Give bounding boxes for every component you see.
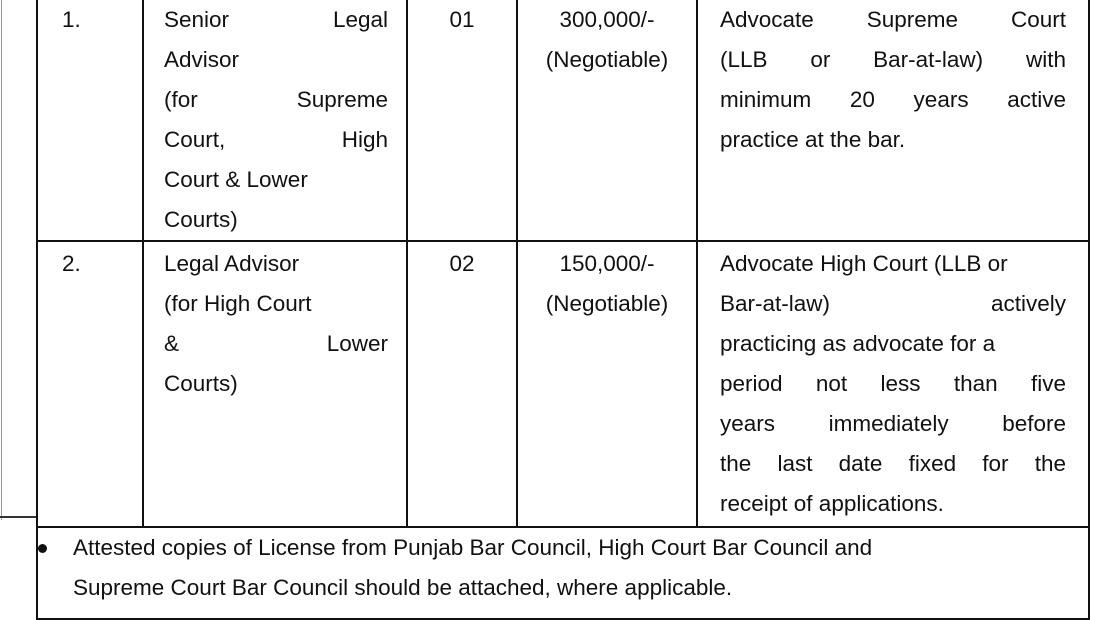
qualification-cell [697, 0, 1089, 241]
margin-line [1, 0, 2, 520]
bullet-icon [38, 544, 47, 553]
note-row [37, 527, 1089, 619]
qualification-line: years immediately before [720, 411, 1066, 436]
qualification-line: Advocate High Court (LLB or [720, 251, 1008, 276]
post-title-line: (for Supreme [164, 87, 388, 112]
post-title-line: Court, High [164, 127, 388, 152]
salary-note: (Negotiable) [545, 291, 669, 316]
positions-table [36, 0, 1090, 620]
qualification-line: practice at the bar. [720, 127, 906, 152]
post-title-line: Advisor [164, 47, 240, 72]
salary-amount: 300,000/- [559, 7, 655, 32]
qualification-line: minimum 20 years active [720, 87, 1066, 112]
post-title-line: Court & Lower [164, 167, 308, 192]
post-title-line: Legal Advisor [164, 251, 300, 276]
qualification-line: practicing as advocate for a [720, 331, 996, 356]
salary-cell [517, 241, 697, 527]
posts-count-cell [407, 0, 517, 241]
qualification-line: Bar-at-law) actively [720, 291, 1066, 316]
note-cell [37, 527, 1089, 619]
note-bullet-item [38, 528, 1088, 608]
post-title-line: Courts) [164, 207, 238, 232]
posts-count: 02 [449, 251, 475, 276]
serial-number: 1. [62, 7, 81, 32]
margin-tick [0, 516, 36, 518]
qualification-cell [697, 241, 1089, 527]
table-row [37, 241, 1089, 527]
post-title-cell [143, 0, 407, 241]
post-title-line: & Lower [164, 331, 388, 356]
qualification-line: Advocate Supreme Court [720, 7, 1066, 32]
post-title-line: (for High Court [164, 291, 312, 316]
salary-note: (Negotiable) [545, 47, 669, 72]
post-title-cell [143, 241, 407, 527]
posts-count-cell [407, 241, 517, 527]
post-title-line: Senior Legal [164, 7, 388, 32]
qualification-line: the last date fixed for the [720, 451, 1066, 476]
salary-cell [517, 0, 697, 241]
post-title-line: Courts) [164, 371, 238, 396]
qualification-line: (LLB or Bar-at-law) with [720, 47, 1066, 72]
serial-number: 2. [62, 251, 81, 276]
salary-amount: 150,000/- [559, 251, 655, 276]
qualification-line: period not less than five [720, 371, 1066, 396]
table-row [37, 0, 1089, 241]
serial-number-cell [37, 241, 143, 527]
note-line: Attested copies of License from Punjab Bar Council, High Court Bar Council and [73, 535, 873, 560]
note-line: Supreme Court Bar Council should be attached, where applicable. [73, 575, 733, 600]
qualification-line: receipt of applications. [720, 491, 944, 516]
serial-number-cell [37, 0, 143, 241]
posts-count: 01 [449, 7, 475, 32]
note-text [73, 528, 872, 608]
